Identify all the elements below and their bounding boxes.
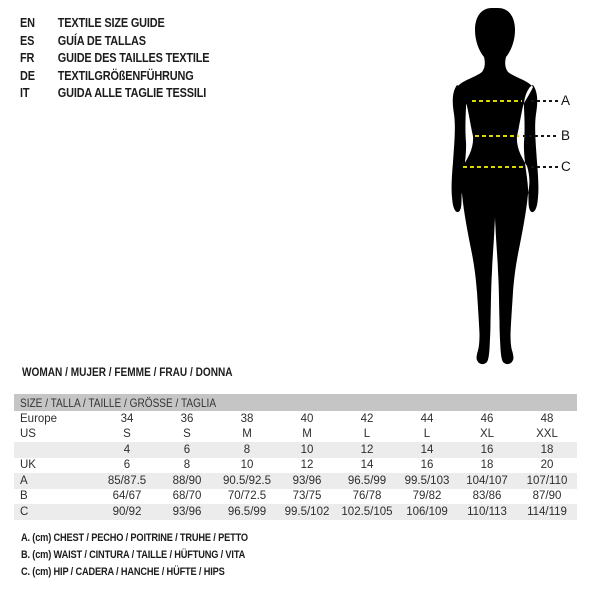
table-cell: L xyxy=(423,428,431,441)
table-cell: 76/78 xyxy=(352,490,382,503)
table-cell: 20 xyxy=(540,459,554,472)
hip-connector-dash xyxy=(531,166,558,168)
row-label: C xyxy=(20,505,29,518)
language-title: TEXTILGRÖßENFÜHRUNG xyxy=(57,67,194,83)
language-row xyxy=(20,84,209,102)
table-cell: M xyxy=(242,428,252,441)
table-cell: 46 xyxy=(480,412,494,425)
table-cell: 110/113 xyxy=(467,505,507,518)
size-table xyxy=(14,394,577,520)
row-label: B xyxy=(20,490,28,503)
chest-connector-dash xyxy=(531,100,558,102)
language-code: EN xyxy=(20,15,35,31)
hip-label: C xyxy=(561,159,571,174)
size-table-header xyxy=(14,394,577,411)
table-cell: 88/90 xyxy=(172,474,202,487)
table-cell: 18 xyxy=(480,459,494,472)
language-row xyxy=(20,49,209,67)
table-cell: 4 xyxy=(123,443,131,456)
table-cell: 10 xyxy=(300,443,314,456)
language-row xyxy=(20,67,209,85)
row-label: A xyxy=(20,474,28,487)
language-title: GUÍA DE TALLAS xyxy=(57,32,146,48)
table-row xyxy=(14,489,577,505)
table-cell: 96.5/99 xyxy=(227,505,267,518)
row-label: Europe xyxy=(20,412,58,425)
woman-silhouette-svg xyxy=(450,8,540,366)
table-row xyxy=(14,473,577,489)
waist-label: B xyxy=(561,128,571,143)
table-cell: 40 xyxy=(300,412,314,425)
table-cell: 99.5/103 xyxy=(404,474,450,487)
table-row xyxy=(14,504,577,520)
table-cell: 106/109 xyxy=(406,505,448,518)
table-cell: 68/70 xyxy=(172,490,202,503)
language-code: ES xyxy=(20,32,35,48)
table-cell: 96.5/99 xyxy=(347,474,387,487)
language-row xyxy=(20,14,209,32)
table-cell: 90/92 xyxy=(112,505,142,518)
table-cell: 8 xyxy=(243,443,251,456)
table-cell: 93/96 xyxy=(172,505,202,518)
table-cell: XXL xyxy=(536,428,558,441)
table-cell: 107/110 xyxy=(526,474,568,487)
table-row xyxy=(14,442,577,458)
table-cell: 10 xyxy=(240,459,254,472)
woman-silhouette xyxy=(450,8,540,366)
row-label: UK xyxy=(20,459,36,472)
table-row xyxy=(14,411,577,427)
legend-line: A. (cm) CHEST / PECHO / POITRINE / TRUHE / PETTO xyxy=(21,532,248,544)
size-table-body xyxy=(14,411,577,520)
legend-line: C. (cm) HIP / CADERA / HANCHE / HÜFTE / HIPS xyxy=(21,566,225,578)
table-cell: 14 xyxy=(360,459,374,472)
waist-measure-dash xyxy=(475,135,519,137)
table-cell: S xyxy=(123,428,131,441)
legend-line: B. (cm) WAIST / CINTURA / TAILLE / HÜFTUNG / VITA xyxy=(21,549,246,561)
table-cell: XL xyxy=(479,428,495,441)
table-cell: 102.5/105 xyxy=(341,505,393,518)
hip-measure-dash xyxy=(463,166,525,168)
table-cell: 99.5/102 xyxy=(284,505,330,518)
section-title-text: WOMAN / MUJER / FEMME / FRAU / DONNA xyxy=(22,365,233,379)
chest-measure-dash xyxy=(472,100,522,102)
table-cell: 36 xyxy=(180,412,194,425)
language-list xyxy=(20,14,245,102)
table-cell: 6 xyxy=(123,459,131,472)
table-cell: 38 xyxy=(240,412,254,425)
language-code: DE xyxy=(20,67,35,83)
table-cell: S xyxy=(183,428,191,441)
language-title: GUIDA ALLE TAGLIE TESSILI xyxy=(57,85,207,101)
table-cell: 42 xyxy=(360,412,374,425)
table-cell: M xyxy=(302,428,312,441)
size-table-header-text: SIZE / TALLA / TAILLE / GRÖSSE / TAGLIA xyxy=(20,395,217,410)
table-cell: 16 xyxy=(480,443,494,456)
language-code: FR xyxy=(20,50,35,66)
waist-connector-dash xyxy=(523,135,558,137)
measurement-legend xyxy=(21,530,291,581)
language-code: IT xyxy=(20,85,30,101)
table-cell: 85/87.5 xyxy=(107,474,147,487)
table-cell: 8 xyxy=(183,459,191,472)
table-cell: 18 xyxy=(540,443,554,456)
table-cell: 83/86 xyxy=(472,490,502,503)
row-label: US xyxy=(20,428,36,441)
language-title: GUIDE DES TAILLES TEXTILE xyxy=(57,50,210,66)
table-cell: 93/96 xyxy=(292,474,322,487)
table-row xyxy=(14,427,577,443)
table-cell: 16 xyxy=(420,459,434,472)
table-cell: 48 xyxy=(540,412,554,425)
table-cell: 64/67 xyxy=(112,490,142,503)
chest-label: A xyxy=(561,93,571,108)
table-cell: 87/90 xyxy=(532,490,562,503)
table-cell: 44 xyxy=(420,412,434,425)
woman-silhouette-path xyxy=(452,8,539,364)
section-title xyxy=(22,365,273,379)
language-title: TEXTILE SIZE GUIDE xyxy=(57,15,165,31)
table-cell: 70/72.5 xyxy=(227,490,267,503)
table-cell: 73/75 xyxy=(292,490,322,503)
table-cell: 12 xyxy=(360,443,374,456)
table-cell: 6 xyxy=(183,443,191,456)
table-cell: 104/107 xyxy=(466,474,508,487)
table-cell: 14 xyxy=(420,443,434,456)
language-row xyxy=(20,32,209,50)
table-cell: L xyxy=(363,428,371,441)
table-cell: 79/82 xyxy=(412,490,442,503)
table-cell: 34 xyxy=(120,412,134,425)
table-cell: 114/119 xyxy=(527,505,567,518)
table-cell: 90.5/92.5 xyxy=(223,474,271,487)
table-row xyxy=(14,458,577,474)
table-cell: 12 xyxy=(300,459,314,472)
